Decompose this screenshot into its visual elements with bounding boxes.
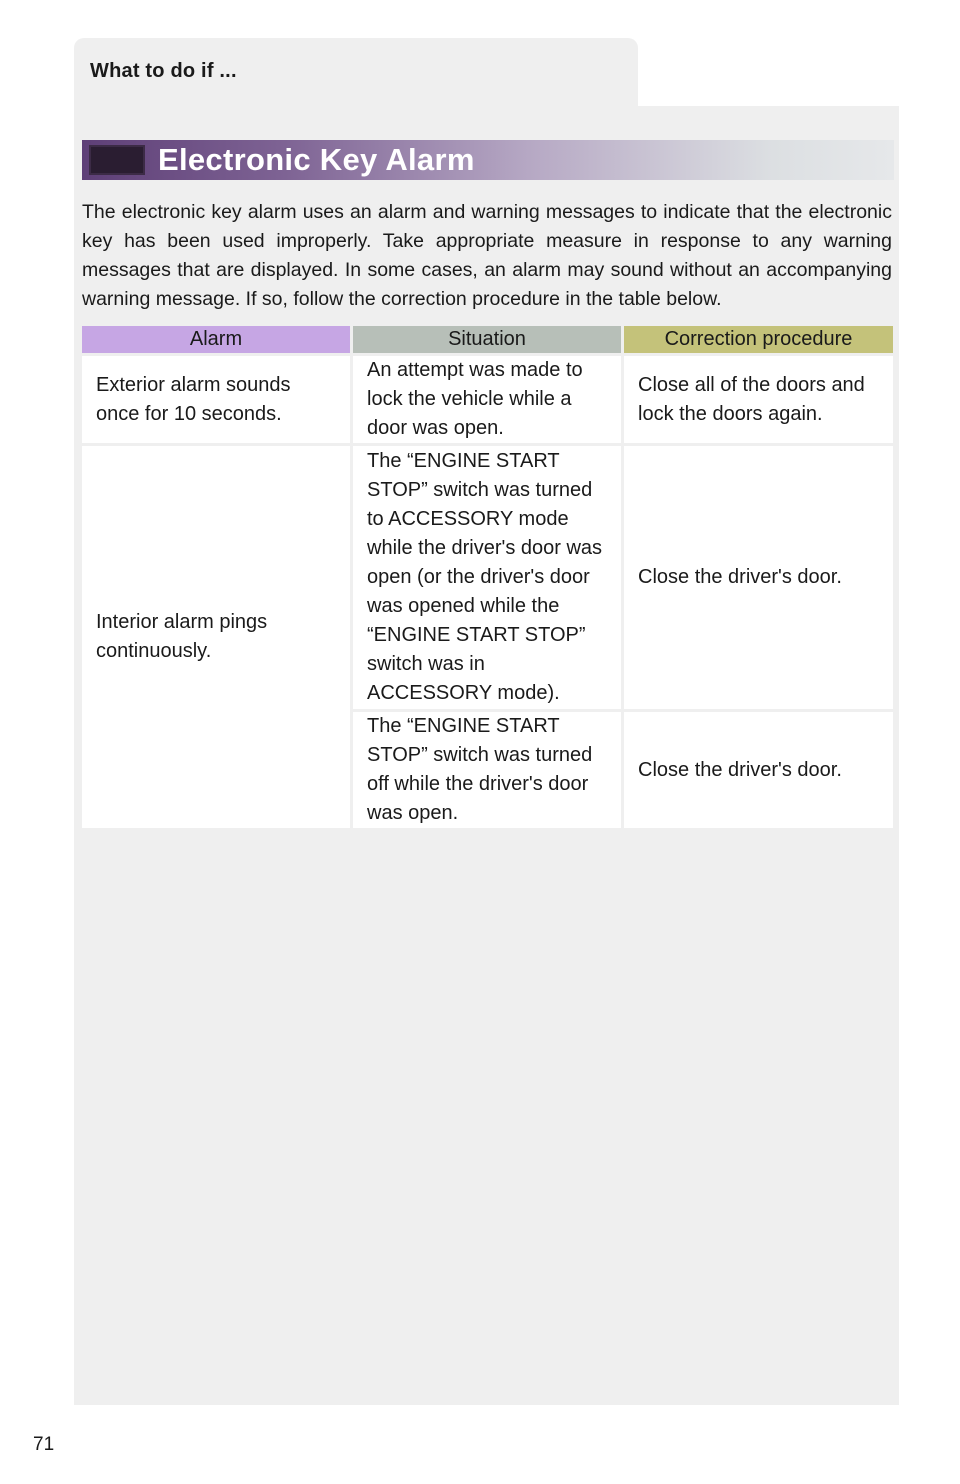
intro-paragraph: The electronic key alarm uses an alarm and warning messages to indicate that the electronic key has been used improperly. Take appropriate measure in response to any warning messages that are displayed. In some cases, an alarm may sound without an accompanying warning message. If so, follow the correction procedure in the table below.	[82, 201, 892, 310]
alarm-cell: Exterior alarm sounds once for 10 seconds.	[82, 356, 350, 443]
table-header-row	[82, 326, 893, 353]
correction-cell: Close all of the doors and lock the doors again.	[624, 356, 893, 443]
alarm-cell: Interior alarm pings continuously.	[82, 446, 350, 828]
section-title-bar	[82, 140, 894, 180]
situation-cell: The “ENGINE START STOP” switch was turned to ACCESSORY mode while the driver's door was open (or the driver's door was opened while the “ENGINE START STOP” switch was in ACCESSORY mode).	[353, 446, 621, 709]
correction-cell: Close the driver's door.	[624, 712, 893, 828]
column-header-situation: Situation	[353, 326, 621, 353]
section-marker-icon	[89, 145, 145, 175]
section-label: What to do if ...	[90, 60, 237, 82]
table-row	[82, 356, 893, 443]
column-header-alarm: Alarm	[82, 326, 350, 353]
column-header-correction: Correction procedure	[624, 326, 893, 353]
page-number: 71	[33, 1434, 55, 1455]
section-tab	[74, 38, 638, 108]
situation-cell: An attempt was made to lock the vehicle while a door was open.	[353, 356, 621, 443]
section-title: Electronic Key Alarm	[158, 142, 475, 177]
correction-cell: Close the driver's door.	[624, 446, 893, 709]
alarm-table	[79, 323, 896, 831]
situation-cell: The “ENGINE START STOP” switch was turned off while the driver's door was open.	[353, 712, 621, 828]
table-row	[82, 446, 893, 709]
